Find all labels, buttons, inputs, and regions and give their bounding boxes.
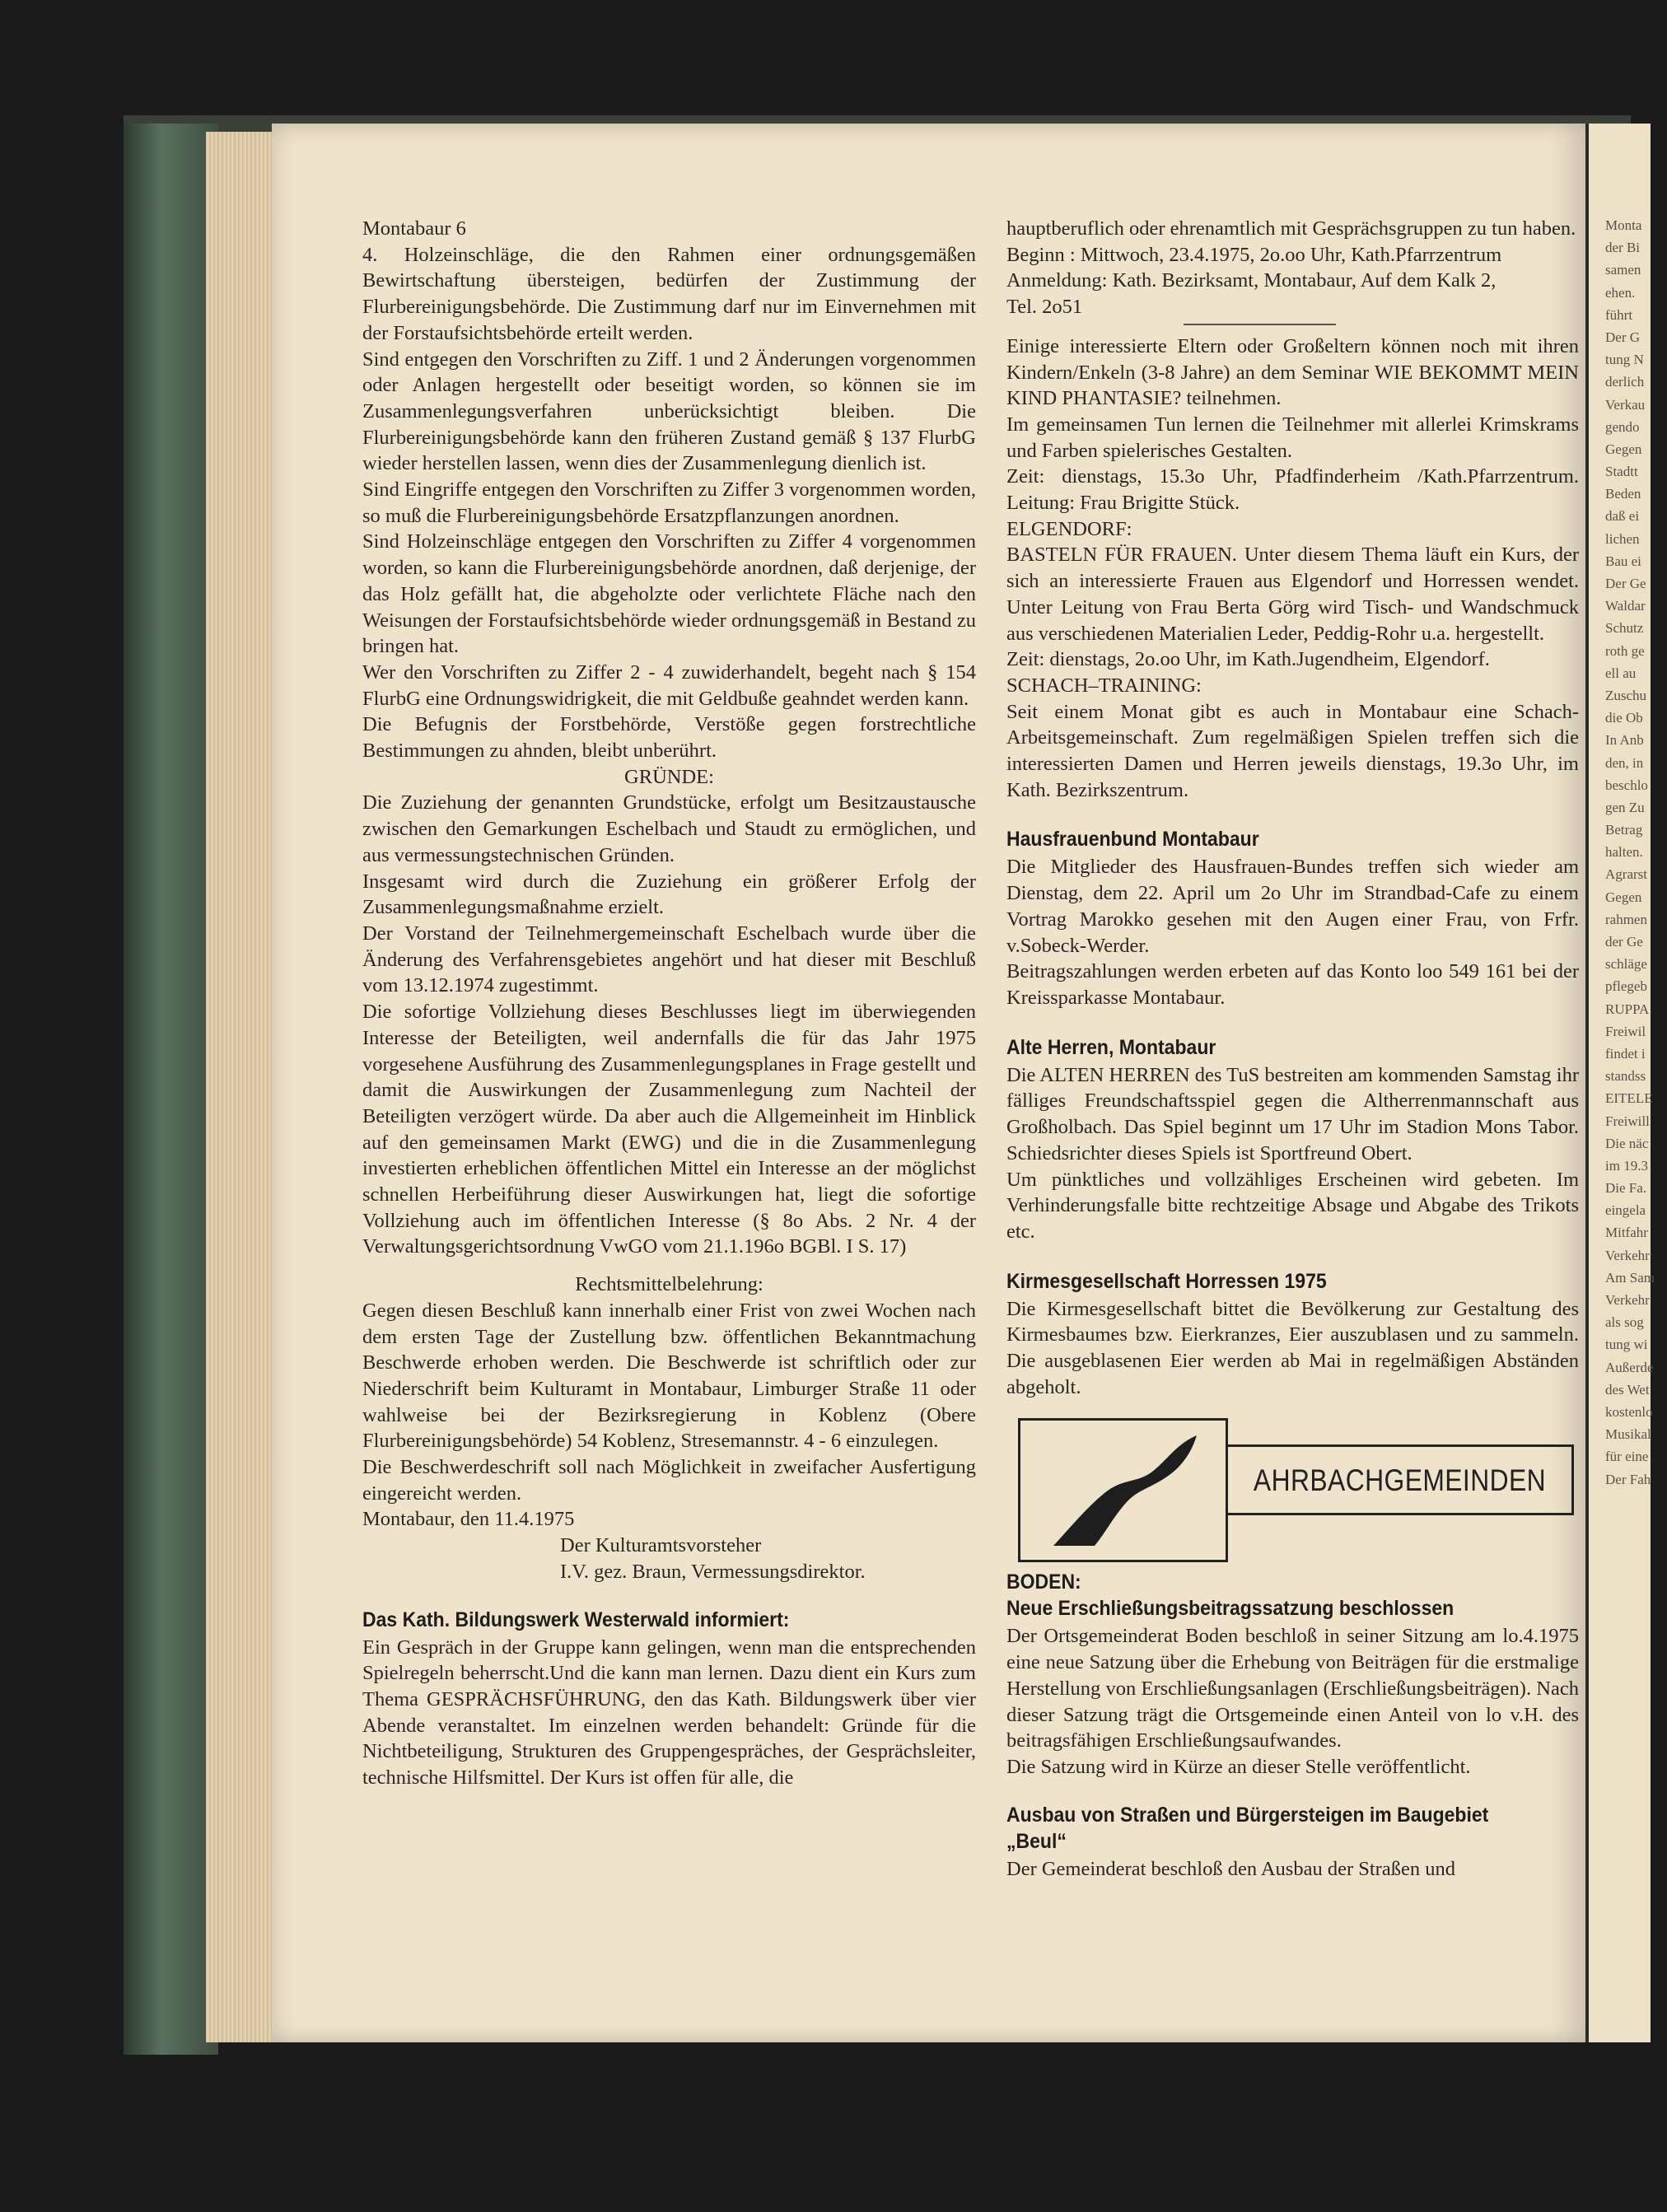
next-page-fragment: Verkehr [1605,1292,1650,1308]
paragraph: Die ALTEN HERREN des TuS bestreiten am kommenden Samstag ihr fälliges Freundschaftsspiel gegen die Altherrenmannschaft aus Großholbach. Das Spiel beginnt um 17 Uhr im Stadion Mons Tabor. Schiedsrichter dieses Spiels ist Sportfreund Obert. [1006,1063,1579,1164]
paragraph: Beginn : Mittwoch, 23.4.1975, 2o.oo Uhr, Kath.Pfarrzentrum [1006,243,1502,266]
next-page-fragment: Gegen [1605,441,1642,457]
paragraph: Die Zuziehung der genannten Grundstücke, erfolgt um Besitzaustausche zwischen den Gemarkungen Eschelbach und Staudt zu ermöglichen, und aus vermessungstechnischen Gründen. [362,791,976,866]
next-page-fragment: Der Fah [1605,1471,1651,1487]
next-page-fragment: Außerde [1605,1359,1654,1375]
next-page-fragment: Beden [1605,486,1641,502]
paragraph: Insgesamt wird durch die Zuziehung ein größerer Erfolg der Zusammenlegungsmaßnahme erzielt. [362,870,976,919]
next-page-fragment: schläge [1605,956,1647,973]
paragraph: Tel. 2o51 [1006,296,1083,319]
next-page-fragment: EITELE [1605,1090,1653,1107]
next-page-fragment: Am Sam [1605,1269,1655,1286]
logo-banner [1228,1444,1574,1515]
paragraph: Die Beschwerdeschrift soll nach Möglichkeit in zweifacher Ausfertigung eingereicht werden. [362,1456,976,1505]
next-page-fragment: Freiwil [1605,1023,1646,1039]
paragraph: Seit einem Monat gibt es auch in Montabaur eine Schach-Arbeitsgemeinschaft. Zum regelmäßigen Spielen treffen sich die interessierten Damen und Herren jeweils dienstags, 19.3o Uhr, im Kath. Bezirkszentrum. [1006,700,1579,801]
paragraph: Sind Eingriffe entgegen den Vorschriften zu Ziffer 3 vorgenommen worden, so muß die Flurbereinigungsbehörde Ersatzpflanzungen anordnen. [362,478,976,527]
place-heading-boden: BODEN: [1006,1570,1081,1594]
paragraph: Der Vorstand der Teilnehmergemeinschaft Eschelbach wurde über die Änderung des Verfahrensgebietes angehört und hat dieser mit Beschluß vom 13.12.1974 zugestimmt. [362,922,976,997]
next-page-fragment: Verkehr [1605,1247,1650,1263]
next-page-fragment: die Ob [1605,710,1643,726]
next-page-fragment: gendo [1605,418,1640,435]
article-heading-ausbau: Ausbau von Straßen und Bürgersteigen im Baugebiet „Beul“ [1006,1803,1489,1853]
date-line: Montabaur, den 11.4.1975 [362,1508,575,1531]
next-page-fragment: im 19.3 [1605,1157,1648,1174]
ahrbach-logo [1018,1418,1586,1562]
next-page-fragment: standss [1605,1068,1646,1085]
article-heading-kirmes: Kirmesgesellschaft Horressen 1975 [1006,1269,1327,1293]
next-page-fragment: rahmen [1605,911,1647,927]
subheading-elgendorf: ELGENDORF: [1006,517,1132,540]
logo-emblem [1018,1418,1228,1562]
paragraph: Zeit: dienstags, 15.3o Uhr, Pfadfinderheim /Kath.Pfarrzentrum. Leitung: Frau Brigitte Stück. [1006,465,1579,515]
paragraph: Anmeldung: Kath. Bezirksamt, Montabaur, Auf dem Kalk 2, [1006,269,1497,292]
divider [1184,324,1336,325]
next-page-fragment: gen Zu [1605,799,1645,815]
next-page-fragment: findet i [1605,1045,1646,1062]
article-text-bildungswerk: Ein Gespräch in der Gruppe kann gelingen, wenn man die entsprechenden Spielregeln beherrscht.Und die kann man lernen. Dazu dient ein Kurs zum Thema GESPRÄCHSFÜHRUNG, den das Kath. Bildungswerk über vier Abende veranstaltet. Im einzelnen werden behandelt: Gründe für die Nichtbeteiligung, Strukturen des Gruppengespräches, der Gesprächsleiter, technische Hilfsmittel. Der Kurs ist offen für alle, die [362,1636,976,1790]
section-heading-gruende: GRÜNDE: [624,765,714,788]
next-page-fragment: daß ei [1605,508,1640,525]
next-page-fragment: der Ge [1605,934,1643,950]
next-page-fragment: Zuschu [1605,687,1647,703]
article-heading-hausfrauen: Hausfrauenbund Montabaur [1006,828,1259,852]
next-page-edge [1585,124,1655,2042]
next-page-fragment: Bau ei [1605,553,1641,569]
next-page-fragment: Die Fa. [1605,1180,1647,1197]
logo-label: AHRBACHGEMEINDEN [1253,1463,1547,1497]
paragraph: Die Satzung wird in Kürze an dieser Stelle veröffentlicht. [1006,1755,1471,1778]
subheading-schach: SCHACH–TRAINING: [1006,674,1202,697]
next-page-fragment: beschlo [1605,777,1648,793]
paragraph: Die sofortige Vollziehung dieses Beschlusses liegt im überwiegenden Interesse der Beteiligten, weil andernfalls die für das Jahr 1975 vorgesehene Ausführung des Zusammenlegungsplanes in Frage gestellt und damit die Auswirkungen der Zusammenlegung zum Nachteil der Beteiligten verzögert würde. Da aber auch die Allgemeinheit im Hinblick auf den gemeinsamen Markt (EWG) und die in die Zusammenlegung investierten erheblichen öffentlichen Mittel ein Interesse an der möglichst schnellen Herbeiführung dieser Auswirkungen hat, liegt die sofortige Vollziehung auch im öffentlichen Interesse (§ 8o Abs. 2 Nr. 4 der Verwaltungsgerichtsordnung VwGO vom 21.1.196o BGBl. I S. 17) [362,1001,976,1258]
signature-title: Der Kulturamtsvorsteher [560,1534,762,1557]
next-page-fragment: Waldar [1605,598,1646,614]
next-page-fragment: als sog [1605,1314,1644,1331]
next-page-fragment: Musikal [1605,1426,1651,1443]
paragraph: Zeit: dienstags, 2o.oo Uhr, im Kath.Jugendheim, Elgendorf. [1006,648,1490,671]
next-page-fragment: kostenlo [1605,1403,1653,1420]
paragraph: Der Ortsgemeinderat Boden beschloß in seiner Sitzung am lo.4.1975 eine neue Satzung über die Erhebung von Beiträgen für die erstmalige Herstellung von Erschließungsanlagen (Erschließungsbeiträgen). Nach dieser Satzung trägt die Ortsgemeinde einen Anteil von lo v.H. des beitragsfähigen Erschließungsaufwandes. [1006,1625,1579,1752]
next-page-fragment: tung N [1605,352,1644,368]
page-header: Montabaur 6 [362,217,466,240]
spacer [1589,124,1651,214]
next-page-fragment: der Bi [1605,240,1641,256]
next-page-fragment: Freiwill [1605,1113,1650,1129]
left-column [362,216,976,1791]
paragraph: hauptberuflich oder ehrenamtlich mit Gesprächsgruppen zu tun haben. [1006,217,1576,240]
next-page-fragment: Der G [1605,329,1641,345]
next-page-fragment: lichen [1605,530,1640,547]
next-page-fragment: den, in [1605,754,1644,771]
next-page-fragment: Der Ge [1605,576,1646,591]
next-page-fragment: Schutz [1605,620,1644,637]
article-heading-boden: Neue Erschließungsbeitragssatzung beschlossen [1006,1597,1455,1621]
next-page-fragment: ehen. [1605,284,1636,301]
paragraph: Einige interessierte Eltern oder Großeltern können noch mit ihren Kindern/Enkeln (3-8 Jahre) an dem Seminar WIE BEKOMMT MEIN KIND PHANTASIE? teilnehmen. [1006,334,1579,410]
next-page-fragment: Betrag [1605,822,1643,838]
next-page-fragment: samen [1605,262,1641,278]
next-page-fragment: des Wet [1605,1381,1650,1398]
paragraph: Die Befugnis der Forstbehörde, Verstöße gegen forstrechtliche Bestimmungen zu ahnden, bleibt unberührt. [362,713,976,763]
next-page-fragment: Agrarst [1605,866,1647,883]
next-page-fragment: In Anb [1605,732,1644,749]
next-page-fragment: halten. [1605,844,1643,861]
next-page-fragment: pflegeb [1605,978,1647,995]
paragraph: Wer den Vorschriften zu Ziffer 2 - 4 zuwiderhandelt, begeht nach § 154 FlurbG eine Ordnungswidrigkeit, die mit Geldbuße geahndet werden kann. [362,660,976,710]
paragraph: BASTELN FÜR FRAUEN. Unter diesem Thema läuft ein Kurs, der sich an interessierte Frauen aus Elgendorf und Horressen wendet. Unter Leitung von Frau Berta Görg wird Tisch- und Wandschmuck aus verschiedenen Materialien Leder, Peddig-Rohr u.a. hergestellt. [1006,544,1579,645]
paragraph: Sind Holzeinschläge entgegen den Vorschriften zu Ziffer 4 vorgenommen worden, so kann die Flurbereinigungsbehörde anordnen, daß derjenige, der das Holz gefällt hat, die abgeholzte oder verlichtete Fläche nach den Weisungen der Forstaufsichtsbehörde wieder ordnungsgemäß in Bestand zu bringen hat. [362,530,976,658]
paragraph: Sind entgegen den Vorschriften zu Ziff. 1 und 2 Änderungen vorgenommen oder Anlagen hergestellt oder beseitigt worden, so können sie im Zusammenlegungsverfahren unberücksichtigt bleiben. Die Flurbereinigungsbehörde kann den früheren Zustand gemäß § 137 FlurbG wieder herstellen lassen, wenn dies der Zusammenlegung dienlich ist. [362,348,976,475]
paragraph: Um pünktliches und vollzähliges Erscheinen wird gebeten. Im Verhinderungsfalle bitte rechtzeitige Absage und Abgabe des Trikots etc. [1006,1168,1579,1243]
paragraph-4: 4. Holzeinschläge, die den Rahmen einer ordnungsgemäßen Bewirtschaftung übersteigen, bedürfen der Zustimmung der Flurbereinigungsbehörde. Die Zustimmung darf nur im Einvernehmen mit der Forstaufsichtsbehörde erteilt werden. [362,243,976,344]
paragraph: Im gemeinsamen Tun lernen die Teilnehmer mit allerlei Krimskrams und Farben spielerisches Gestalten. [1006,413,1579,462]
paragraph: Beitragszahlungen werden erbeten auf das Konto loo 549 161 bei der Kreissparkasse Montabaur. [1006,960,1579,1009]
river-icon [1047,1429,1203,1552]
next-page-fragment: Mitfahr [1605,1225,1648,1241]
paragraph: Die Kirmesgesellschaft bittet die Bevölkerung zur Gestaltung des Kirmesbaumes bzw. Eierkranzes, Eier auszublasen und zu sammeln. Die ausgeblasenen Eier werden ab Mai in regelmäßigen Abständen abgeholt. [1006,1297,1579,1398]
next-page-fragment: roth ge [1605,642,1645,659]
right-column [1006,216,1579,1882]
next-page-fragment: Monta [1605,217,1642,233]
book-spine [124,124,218,2055]
next-page-fragment: derlich [1605,374,1645,390]
paragraph: Der Gemeinderat beschloß den Ausbau der Straßen und [1006,1857,1455,1880]
article-heading-altherren: Alte Herren, Montabaur [1006,1035,1216,1059]
next-page-fragment: Die näc [1605,1135,1649,1151]
next-page-fragment: RUPPA [1605,1001,1650,1017]
next-page-fragment: eingela [1605,1202,1646,1219]
signature-name: I.V. gez. Braun, Vermessungsdirektor. [560,1560,866,1583]
next-page-fragment: Gegen [1605,889,1642,905]
next-page-fragment: für eine [1605,1449,1649,1465]
next-page-fragment: Verkau [1605,396,1646,413]
next-page-fragment: Stadtt [1605,464,1638,480]
paragraph: Die Mitglieder des Hausfrauen-Bundes treffen sich wieder am Dienstag, dem 22. April um 2o Uhr im Strandbad-Cafe zu einem Vortrag Marokko gesehen mit den Augen einer Frau, von Frfr. v.Sobeck-Werder. [1006,856,1579,957]
section-heading-rechtsmittel: Rechtsmittelbelehrung: [575,1273,763,1296]
next-page-fragment: tung wi [1605,1337,1648,1353]
next-page-fragment: ell au [1605,665,1637,681]
next-page-fragment: führt [1605,306,1633,323]
paragraph: Gegen diesen Beschluß kann innerhalb einer Frist von zwei Wochen nach dem ersten Tage der Zustellung bzw. öffentlichen Bekanntmachung Beschwerde erhoben werden. Die Beschwerde ist schriftlich oder zur Niederschrift beim Kulturamt in Montabaur, Limburger Straße 11 oder wahlweise bei der Bezirksregierung in Koblenz (Obere Flurbereinigungsbehörde) 54 Koblenz, Stresemannstr. 4 - 6 einzulegen. [362,1299,976,1453]
article-heading-bildungswerk: Das Kath. Bildungswerk Westerwald informiert: [362,1608,790,1631]
